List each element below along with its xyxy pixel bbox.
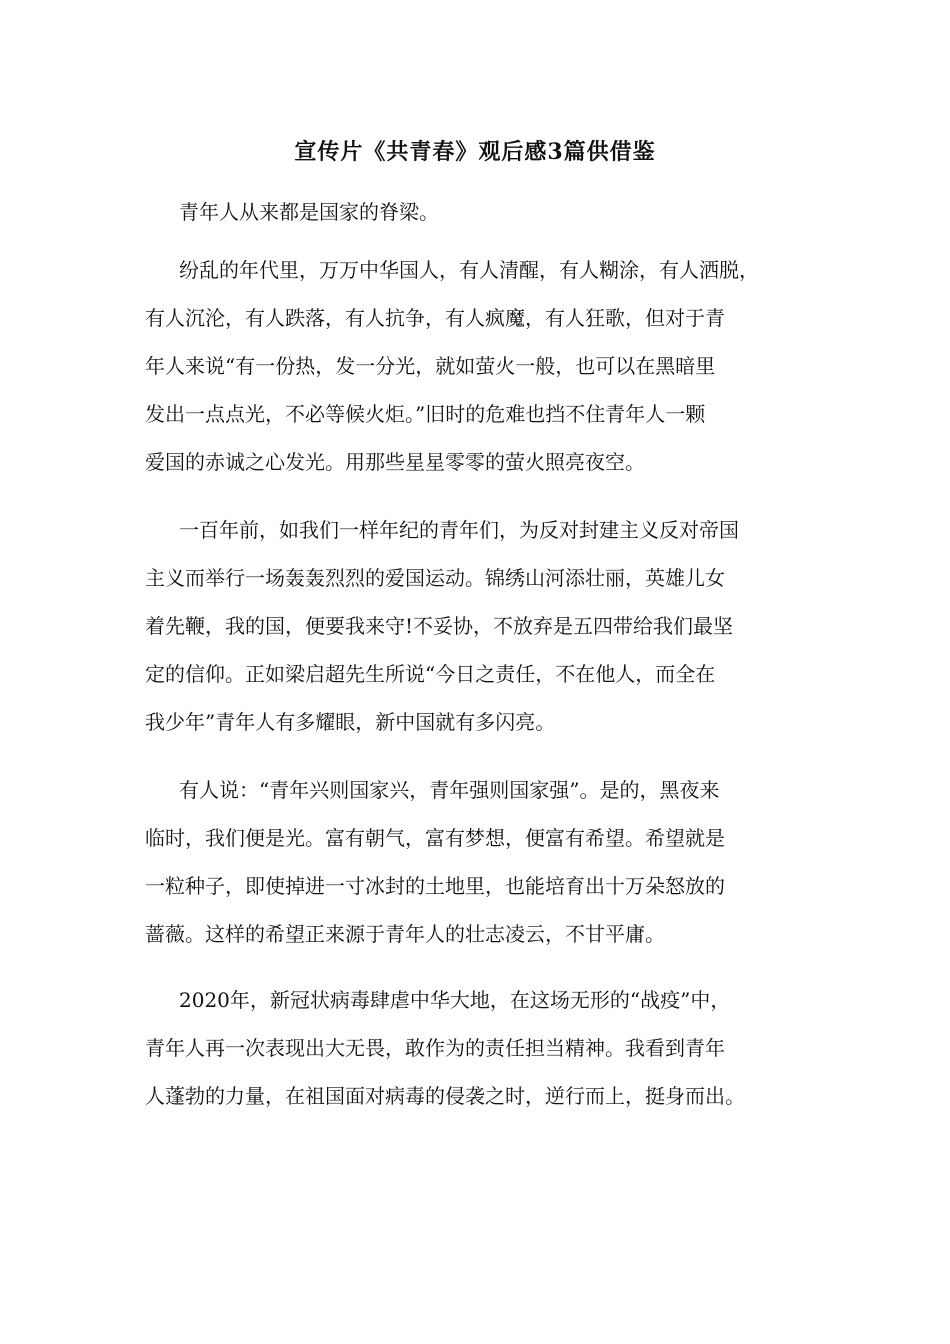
- text-line: 临时，我们便是光。富有朝气，富有梦想，便富有希望。希望就是: [145, 826, 725, 850]
- text-line: 蔷薇。这样的希望正来源于青年人的壮志凌云，不甘平庸。: [145, 922, 665, 946]
- text-line: 纷乱的年代里，万万中华国人，有人清醒，有人糊涂，有人洒脱，: [179, 258, 759, 282]
- text-line: 一百年前，如我们一样年纪的青年们，为反对封建主义反对帝国: [179, 518, 739, 542]
- text-line: 主义而举行一场轰轰烈烈的爱国运动。锦绣山河添壮丽，英雄儿女: [145, 566, 725, 590]
- paragraph-2: [145, 246, 825, 486]
- text-line: 发出一点点光，不必等候火炬。”旧时的危难也挡不住青年人一颗: [145, 402, 706, 426]
- text-line: 人蓬勃的力量，在祖国面对病毒的侵袭之时，逆行而上，挺身而出。: [145, 1084, 745, 1108]
- text-line: 爱国的赤诚之心发光。用那些星星零零的萤火照亮夜空。: [145, 450, 645, 474]
- paragraph-4: [145, 766, 825, 958]
- text-line: 青年人再一次表现出大无畏，敢作为的责任担当精神。我看到青年: [145, 1036, 725, 1060]
- paragraph-3: [145, 506, 825, 746]
- text-line: 一粒种子，即使掉进一寸冰封的土地里，也能培育出十万朵怒放的: [145, 874, 725, 898]
- text-line: 着先鞭，我的国，便要我来守!不妥协，不放弃是五四带给我们最坚: [145, 614, 734, 638]
- text-line: 有人沉沦，有人跌落，有人抗争，有人疯魔，有人狂歌，但对于青: [145, 306, 725, 330]
- text-line: 年人来说“有一份热，发一分光，就如萤火一般，也可以在黑暗里: [145, 354, 716, 378]
- text-line: 青年人从来都是国家的脊梁。: [179, 200, 439, 224]
- text-line: 定的信仰。正如梁启超先生所说“今日之责任，不在他人，而全在: [145, 662, 716, 686]
- text-line: 我少年”青年人有多耀眼，新中国就有多闪亮。: [145, 710, 556, 734]
- text-line: 有人说：“青年兴则国家兴，青年强则国家强”。是的，黑夜来: [179, 778, 720, 802]
- paragraph-5: [145, 976, 825, 1120]
- text-line: 2020年，新冠状病毒肆虐中华大地，在这场无形的“战疫”中，: [179, 988, 731, 1012]
- paragraph-1: [145, 188, 825, 236]
- document-title: 宣传片《共青春》观后感3篇供借鉴: [294, 139, 656, 165]
